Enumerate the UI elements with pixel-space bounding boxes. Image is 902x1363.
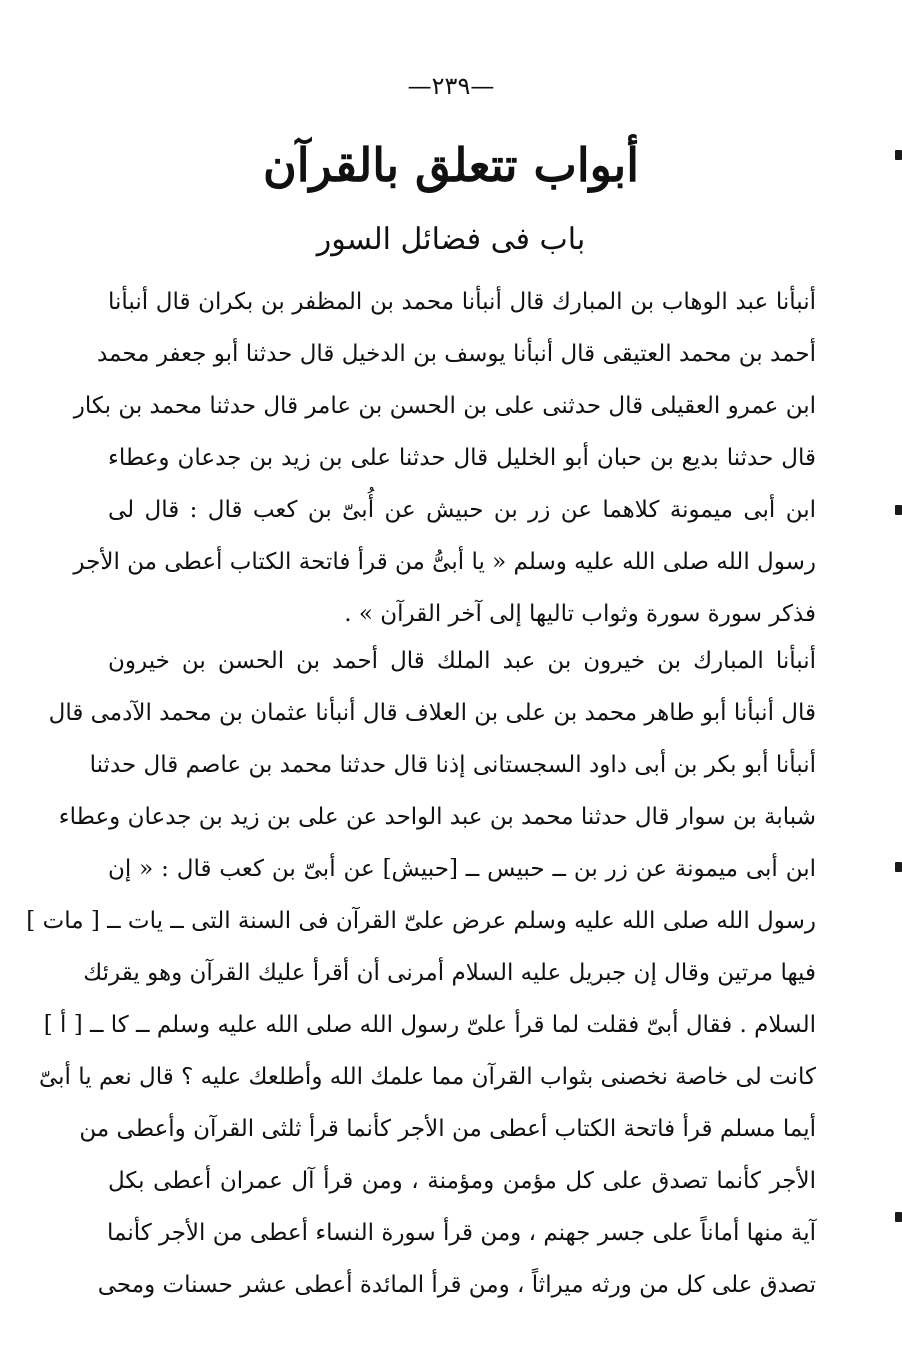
paragraph-1 [73,276,816,640]
binding-hole-mark [895,1212,902,1222]
chapter-title: أبواب تتعلق بالقرآن [263,138,639,192]
text-line: أنبأنا أبو بكر بن أبى داود السجستانى إذنا قال حدثنا محمد بن عاصم قال حدثنا [89,752,816,778]
binding-hole-mark [895,150,902,160]
text-line: فيها مرتين وقال إن جبريل عليه السلام أمرنى أن أقرأ عليك القرآن وهو يقرئك [83,960,816,986]
text-line: رسول الله صلى الله عليه وسلم « يا أبىُّ من قرأ فاتحة الكتاب أعطى من الأجر [73,549,816,575]
section-title: باب فى فضائل السور [316,222,586,257]
text-line: أنبأنا عبد الوهاب بن المبارك قال أنبأنا محمد بن المظفر بن بكران قال أنبأنا [108,289,816,315]
binding-hole-mark [895,505,902,515]
text-line: آية منها أماناً على جسر جهنم ، ومن قرأ سورة النساء أعطى من الأجر كأنما [107,1220,816,1246]
text-line: أنبأنا المبارك بن خيرون بن عبد الملك قال أحمد بن الحسن بن خيرون [108,648,816,674]
text-line: الأجر كأنما تصدق على كل مؤمن ومؤمنة ، ومن قرأ آل عمران أعطى بكل [108,1168,816,1194]
text-line: قال حدثنا بديع بن حبان أبو الخليل قال حدثنا على بن زيد بن جدعان وعطاء [108,445,816,471]
text-line: ابن أبى ميمونة كلاهما عن زر بن حبيش عن أُبىّ بن كعب قال : قال لى [108,497,816,523]
text-line: أحمد بن محمد العتيقى قال أنبأنا يوسف بن الدخيل قال حدثنا أبو جعفر محمد [96,341,816,367]
text-line: شبابة بن سوار قال حدثنا محمد بن عبد الواحد عن على بن زيد بن جدعان وعطاء [58,804,816,830]
paragraph-2 [26,635,816,1311]
text-line: تصدق على كل من ورثه ميراثاً ، ومن قرأ المائدة أعطى عشر حسنات ومحى [97,1272,816,1298]
text-line: السلام . فقال أبىّ فقلت لما قرأ علىّ رسول الله صلى الله عليه وسلم ــ كا ــ [ أ ] [43,1012,816,1038]
text-line: قال أنبأنا أبو طاهر محمد بن على بن العلاف قال أنبأنا عثمان بن محمد الآدمى قال [48,700,816,726]
text-line: أيما مسلم قرأ فاتحة الكتاب أعطى من الأجر كأنما قرأ ثلثى القرآن وأعطى من [79,1116,816,1142]
text-line: ابن أبى ميمونة عن زر بن ــ حبيس ــ [حبيش] عن أبىّ بن كعب قال : « إن [108,856,816,882]
text-line: فذكر سورة سورة وثواب تاليها إلى آخر القرآن » . [344,601,816,627]
text-line: كانت لى خاصة نخصنى بثواب القرآن مما علمك الله وأطلعك عليه ؟ قال نعم يا أبىّ [38,1064,816,1090]
binding-hole-mark [895,862,902,872]
text-line: رسول الله صلى الله عليه وسلم عرض علىّ القرآن فى السنة التى ــ يات ــ [ مات ] [26,908,816,934]
text-line: ابن عمرو العقيلى قال حدثنى على بن الحسن بن عامر قال حدثنا محمد بن بكار [73,393,816,419]
page-number: —٢٣٩— [407,72,495,100]
